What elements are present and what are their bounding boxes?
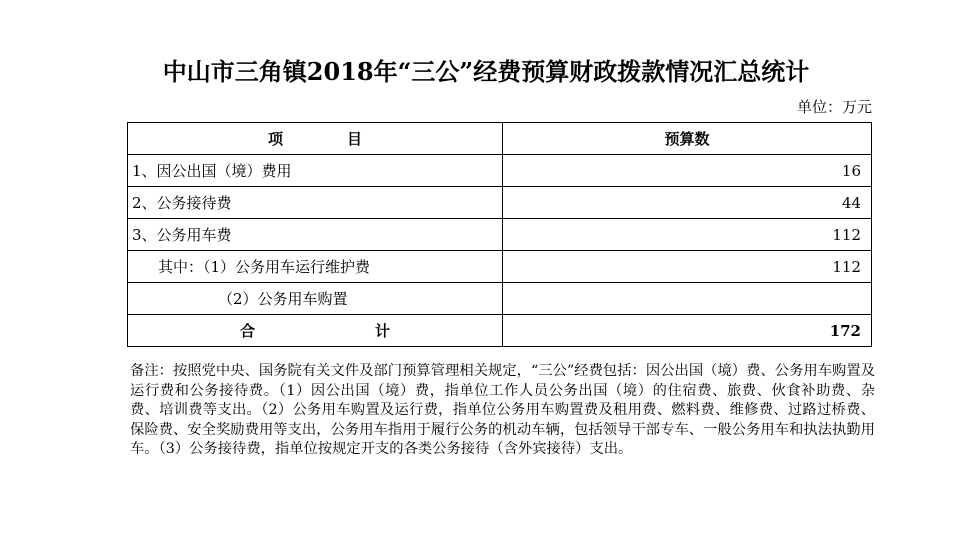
row-value: 112 <box>503 251 872 283</box>
document-title: 中山市三角镇2018年“三公”经费预算财政拨款情况汇总统计 <box>162 57 810 86</box>
unit-label: 单位：万元 <box>796 98 872 116</box>
total-label-part1: 合 <box>239 322 255 340</box>
row-item: 3、公务用车费 <box>128 219 503 251</box>
row-value: 44 <box>503 187 872 219</box>
row-item: （2）公务用车购置 <box>128 283 503 315</box>
row-item: 1、因公出国（境）费用 <box>128 155 503 187</box>
header-value: 预算数 <box>503 123 872 155</box>
table-row <box>128 155 872 187</box>
total-label <box>128 315 503 347</box>
row-item: 2、公务接待费 <box>128 187 503 219</box>
row-value: 16 <box>503 155 872 187</box>
total-label-part2: 计 <box>375 322 391 340</box>
row-item: 其中：（1）公务用车运行维护费 <box>128 251 503 283</box>
row-value <box>503 283 872 315</box>
row-value: 112 <box>503 219 872 251</box>
total-value: 172 <box>503 315 872 347</box>
table-row <box>128 251 872 283</box>
table-row <box>128 283 872 315</box>
table-total-row <box>128 315 872 347</box>
budget-table <box>127 122 872 347</box>
header-item-part2: 目 <box>347 130 363 148</box>
header-item <box>128 123 503 155</box>
table-row <box>128 187 872 219</box>
header-item-part1: 项 <box>267 130 283 148</box>
table-header-row <box>128 123 872 155</box>
footnote: 备注：按照党中央、国务院有关文件及部门预算管理相关规定，“三公”经费包括：因公出国（境）费、公务用车购置及运行费和公务接待费。（1）因公出国（境）费，指单位工作人员公务出国（境）的住宿费、旅费、伙食补助费、杂费、培训费等支出。（2）公务用车购置及运行费，指单位公务用车购置费及租用费、燃料费、维修费、过路过桥费、保险费、安全奖励费用等支出，公务用车指用于履行公务的机动车辆，包括领导干部专车、一般公务用车和执法执勤用车。（3）公务接待费，指单位按规定开支的各类公务接待（含外宾接待）支出。 <box>130 363 875 458</box>
table-row <box>128 219 872 251</box>
